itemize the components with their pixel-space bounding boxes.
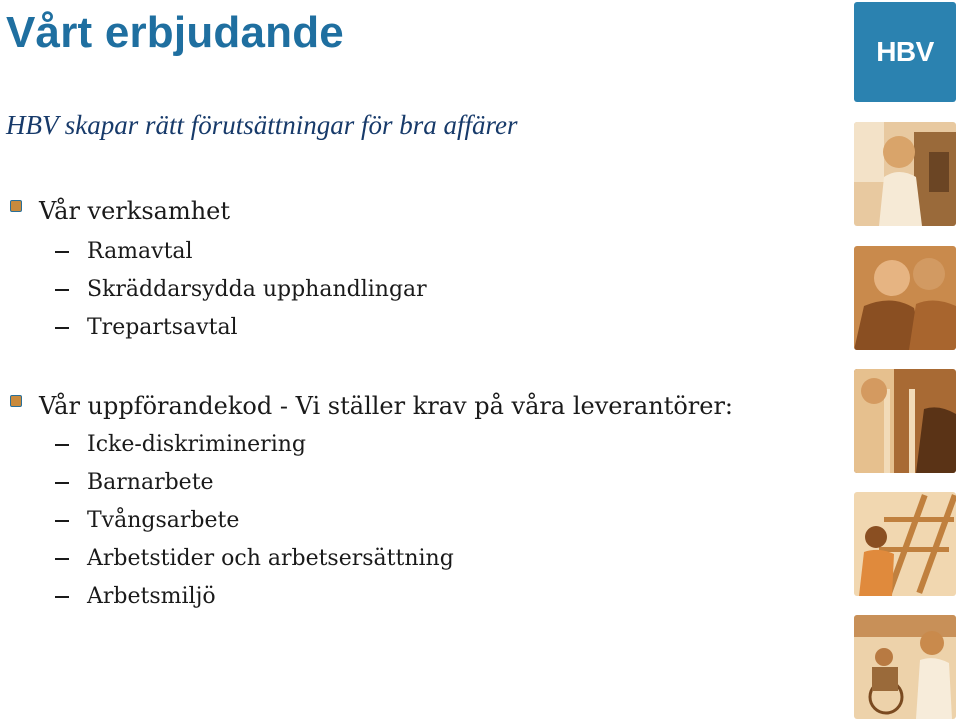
dash-icon: [55, 596, 69, 598]
list-item: [55, 239, 193, 264]
list-item-label: Tvångsarbete: [87, 508, 240, 533]
section-label: Vår verksamhet: [39, 197, 231, 225]
dash-icon: [55, 520, 69, 522]
hbv-logo: HBV: [854, 2, 956, 102]
child-climbing-photo: [854, 492, 956, 596]
list-item-label: Arbetsmiljö: [87, 584, 216, 609]
section-heading: [10, 392, 733, 420]
section-heading: [10, 197, 230, 225]
list-item-label: Barnarbete: [87, 470, 214, 495]
list-item-label: Trepartsavtal: [87, 315, 238, 340]
list-item: [55, 315, 238, 340]
section-label: Vår uppförandekod - Vi ställer krav på våra leverantörer:: [39, 392, 734, 420]
elderly-couple-photo: [854, 246, 956, 350]
list-item: [55, 470, 214, 495]
list-item: [55, 277, 427, 302]
list-item: [55, 508, 239, 533]
bullet-icon: [10, 395, 22, 407]
elderly-with-frame-photo: [854, 369, 956, 473]
page-subtitle: HBV skapar rätt förutsättningar för bra affärer: [6, 110, 518, 140]
list-item-label: Arbetstider och arbetsersättning: [87, 546, 454, 571]
dash-icon: [55, 482, 69, 484]
dash-icon: [55, 251, 69, 253]
list-item-label: Skräddarsydda upphandlingar: [87, 277, 427, 302]
list-item: [55, 584, 216, 609]
dash-icon: [55, 558, 69, 560]
wheelchair-user-photo: [854, 615, 956, 719]
list-item-label: Icke-diskriminering: [87, 432, 306, 457]
list-item-label: Ramavtal: [87, 239, 193, 264]
dash-icon: [55, 289, 69, 291]
list-item: [55, 432, 306, 457]
list-item: [55, 546, 454, 571]
dash-icon: [55, 444, 69, 446]
boy-photo: [854, 122, 956, 226]
bullet-icon: [10, 200, 22, 212]
dash-icon: [55, 327, 69, 329]
page-title: Vårt erbjudande: [6, 8, 344, 57]
